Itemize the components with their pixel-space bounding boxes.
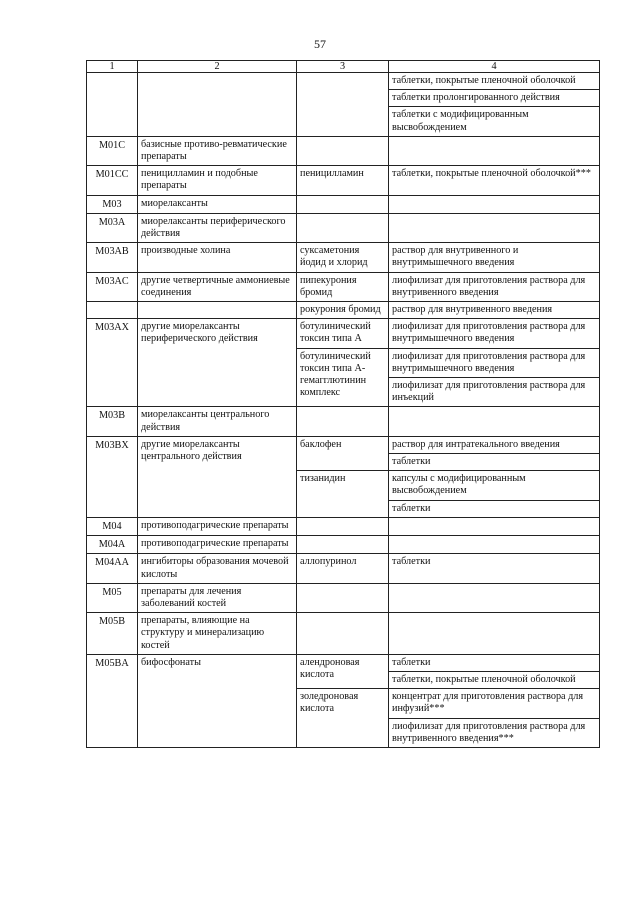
table-cell: раствор для внутривенного введения xyxy=(389,302,600,319)
atc-code-cell: M03AC xyxy=(87,272,138,301)
table-cell: капсулы с модифицированным высвобождением xyxy=(389,471,600,500)
table-cell xyxy=(389,517,600,535)
table-cell: аллопуринол xyxy=(297,554,389,583)
atc-code-cell: M03AB xyxy=(87,243,138,272)
table-cell xyxy=(389,536,600,554)
table-cell: баклофен xyxy=(297,436,389,470)
atc-code-cell: M03 xyxy=(87,195,138,213)
table-cell: противоподагрические препараты xyxy=(138,517,297,535)
atc-code-cell: M01CC xyxy=(87,166,138,195)
table-row xyxy=(87,195,600,213)
table-cell: другие миорелаксанты периферического действия xyxy=(138,319,297,407)
table-cell xyxy=(297,195,389,213)
table-cell: лиофилизат для приготовления раствора для инъекций xyxy=(389,378,600,407)
table-row xyxy=(87,213,600,242)
table-row xyxy=(87,407,600,436)
atc-code-cell: M04AA xyxy=(87,554,138,583)
table-row xyxy=(87,136,600,165)
drug-table xyxy=(86,60,600,748)
table-row xyxy=(87,554,600,583)
table-cell: другие четвертичные аммониевые соединения xyxy=(138,272,297,301)
column-header: 3 xyxy=(297,61,389,73)
table-cell: суксаметония йодид и хлорид xyxy=(297,243,389,272)
table-cell: таблетки, покрытые пленочной оболочкой xyxy=(389,671,600,688)
atc-code-cell: M05B xyxy=(87,613,138,655)
table-cell xyxy=(87,302,138,319)
table-cell xyxy=(297,583,389,612)
table-header-row xyxy=(87,61,600,73)
atc-code-cell: M03AX xyxy=(87,319,138,407)
table-cell xyxy=(297,213,389,242)
table-row xyxy=(87,243,600,272)
table-cell xyxy=(389,583,600,612)
table-cell: таблетки xyxy=(389,500,600,517)
table-cell: бифосфонаты xyxy=(138,654,297,747)
table-cell: таблетки xyxy=(389,654,600,671)
table-row xyxy=(87,517,600,535)
table-cell: лиофилизат для приготовления раствора для внутривенного введения*** xyxy=(389,718,600,747)
table-cell xyxy=(297,136,389,165)
page-number: 57 xyxy=(314,37,326,51)
atc-code-cell: M01C xyxy=(87,136,138,165)
table-row xyxy=(87,536,600,554)
table-row xyxy=(87,583,600,612)
table-row xyxy=(87,319,600,348)
table-cell xyxy=(389,213,600,242)
table-cell: лиофилизат для приготовления раствора для внутримышечного введения xyxy=(389,319,600,348)
table-cell xyxy=(389,407,600,436)
table-row xyxy=(87,654,600,671)
table-cell: таблетки xyxy=(389,454,600,471)
table-cell: тизанидин xyxy=(297,471,389,518)
table-cell: раствор для интратекального введения xyxy=(389,436,600,453)
table-cell: таблетки, покрытые пленочной оболочкой*** xyxy=(389,166,600,195)
atc-code-cell: M03A xyxy=(87,213,138,242)
atc-code-cell: M05 xyxy=(87,583,138,612)
table-cell: лиофилизат для приготовления раствора для внутривенного введения xyxy=(389,272,600,301)
table-cell: таблетки пролонгированного действия xyxy=(389,90,600,107)
table-cell: пеницилламин xyxy=(297,166,389,195)
table-cell: алендроновая кислота xyxy=(297,654,389,688)
table-cell: рокурония бромид xyxy=(297,302,389,319)
table-cell xyxy=(389,613,600,655)
table-cell: концентрат для приготовления раствора для инфузий*** xyxy=(389,689,600,718)
table-cell: миорелаксанты xyxy=(138,195,297,213)
table-cell: другие миорелаксанты центрального действия xyxy=(138,436,297,517)
table-cell: пеницилламин и подобные препараты xyxy=(138,166,297,195)
table-row xyxy=(87,272,600,301)
table-cell: ингибиторы образования мочевой кислоты xyxy=(138,554,297,583)
table-cell: золедроновая кислота xyxy=(297,689,389,748)
table-cell xyxy=(389,195,600,213)
table-cell: производные холина xyxy=(138,243,297,272)
table-cell: таблетки, покрытые пленочной оболочкой xyxy=(389,73,600,90)
table-cell: раствор для внутривенного и внутримышечного введения xyxy=(389,243,600,272)
atc-code-cell: M03BX xyxy=(87,436,138,517)
table-cell: лиофилизат для приготовления раствора для внутримышечного введения xyxy=(389,348,600,377)
table-row xyxy=(87,613,600,655)
table-cell: препараты для лечения заболеваний костей xyxy=(138,583,297,612)
table-cell: ботулинический токсин типа A-гемагглютинин комплекс xyxy=(297,348,389,407)
column-header: 4 xyxy=(389,61,600,73)
table-row xyxy=(87,73,600,90)
table-cell: препараты, влияющие на структуру и минерализацию костей xyxy=(138,613,297,655)
table-body xyxy=(87,73,600,748)
table-cell: миорелаксанты периферического действия xyxy=(138,213,297,242)
table-cell xyxy=(297,407,389,436)
table-cell xyxy=(87,73,138,137)
atc-code-cell: M04A xyxy=(87,536,138,554)
table-cell xyxy=(138,73,297,137)
table-row xyxy=(87,166,600,195)
table-cell: пипекурония бромид xyxy=(297,272,389,301)
column-header: 1 xyxy=(87,61,138,73)
atc-code-cell: M05BA xyxy=(87,654,138,747)
table-cell: миорелаксанты центрального действия xyxy=(138,407,297,436)
table-cell xyxy=(297,536,389,554)
table-cell: таблетки xyxy=(389,554,600,583)
table-cell: противоподагрические препараты xyxy=(138,536,297,554)
table-cell: таблетки с модифицированным высвобождением xyxy=(389,107,600,136)
table-cell xyxy=(297,613,389,655)
atc-code-cell: M04 xyxy=(87,517,138,535)
table-cell xyxy=(389,136,600,165)
table-cell xyxy=(297,73,389,137)
table-cell xyxy=(297,517,389,535)
table-row xyxy=(87,302,600,319)
table-cell: ботулинический токсин типа A xyxy=(297,319,389,348)
column-header: 2 xyxy=(138,61,297,73)
table-cell xyxy=(138,302,297,319)
table-cell: базисные противо-ревматические препараты xyxy=(138,136,297,165)
table-row xyxy=(87,436,600,453)
atc-code-cell: M03B xyxy=(87,407,138,436)
